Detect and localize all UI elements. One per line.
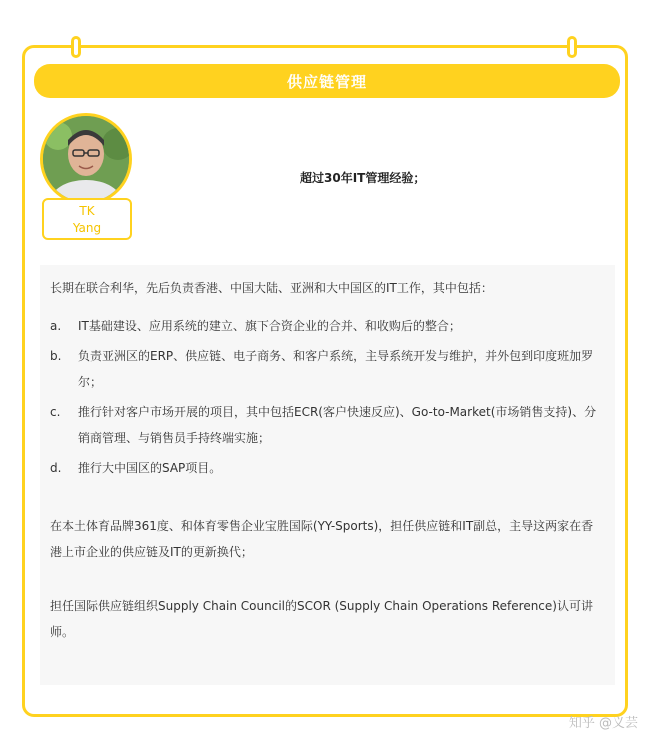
- watermark: 知乎 @义芸: [568, 716, 638, 731]
- list-item: [50, 455, 605, 481]
- content-panel: [40, 265, 615, 685]
- paragraph-sports: 在本土体育品牌361度、和体育零售企业宝胜国际(YY-Sports)，担任供应链和IT副总，主导这两家在香港上市企业的供应链及IT的更新换代；: [50, 519, 594, 559]
- list-marker: b.: [50, 349, 62, 363]
- list-text: 负责亚洲区的ERP、供应链、电子商务、和客户系统，主导系统开发与维护，并外包到印度班加罗尔；: [78, 349, 594, 389]
- name-first: TK: [79, 204, 95, 218]
- binder-ring-left: [71, 36, 81, 58]
- binder-ring-right: [567, 36, 577, 58]
- list-item: [50, 343, 605, 395]
- list-marker: d.: [50, 461, 62, 475]
- list-marker: c.: [50, 405, 61, 419]
- list-text: 推行针对客户市场开展的项目，其中包括ECR(客户快速反应)、Go-to-Market(市场销售支持)、分销商管理、与销售员手持终端实施；: [78, 405, 597, 445]
- list-item: [50, 399, 605, 451]
- title-bar: [34, 64, 620, 98]
- responsibility-list: [50, 313, 605, 481]
- paragraph-scor: 担任国际供应链组织Supply Chain Council的SCOR (Supply Chain Operations Reference)认可讲师。: [50, 599, 593, 639]
- list-text: 推行大中国区的SAP项目。: [78, 461, 222, 475]
- name-badge: [42, 198, 132, 240]
- experience-headline: 超过30年IT管理经验；: [300, 171, 426, 185]
- list-item: [50, 313, 605, 339]
- page-title: 供应链管理: [286, 72, 367, 91]
- portrait-image: [43, 116, 129, 202]
- avatar: [40, 113, 132, 205]
- intro-text: 长期在联合利华，先后负责香港、中国大陆、亚洲和大中国区的IT工作，其中包括：: [50, 281, 493, 295]
- list-text: IT基础建设、应用系统的建立、旗下合资企业的合并、和收购后的整合；: [78, 319, 461, 333]
- name-last: Yang: [72, 221, 102, 235]
- list-marker: a.: [50, 319, 62, 333]
